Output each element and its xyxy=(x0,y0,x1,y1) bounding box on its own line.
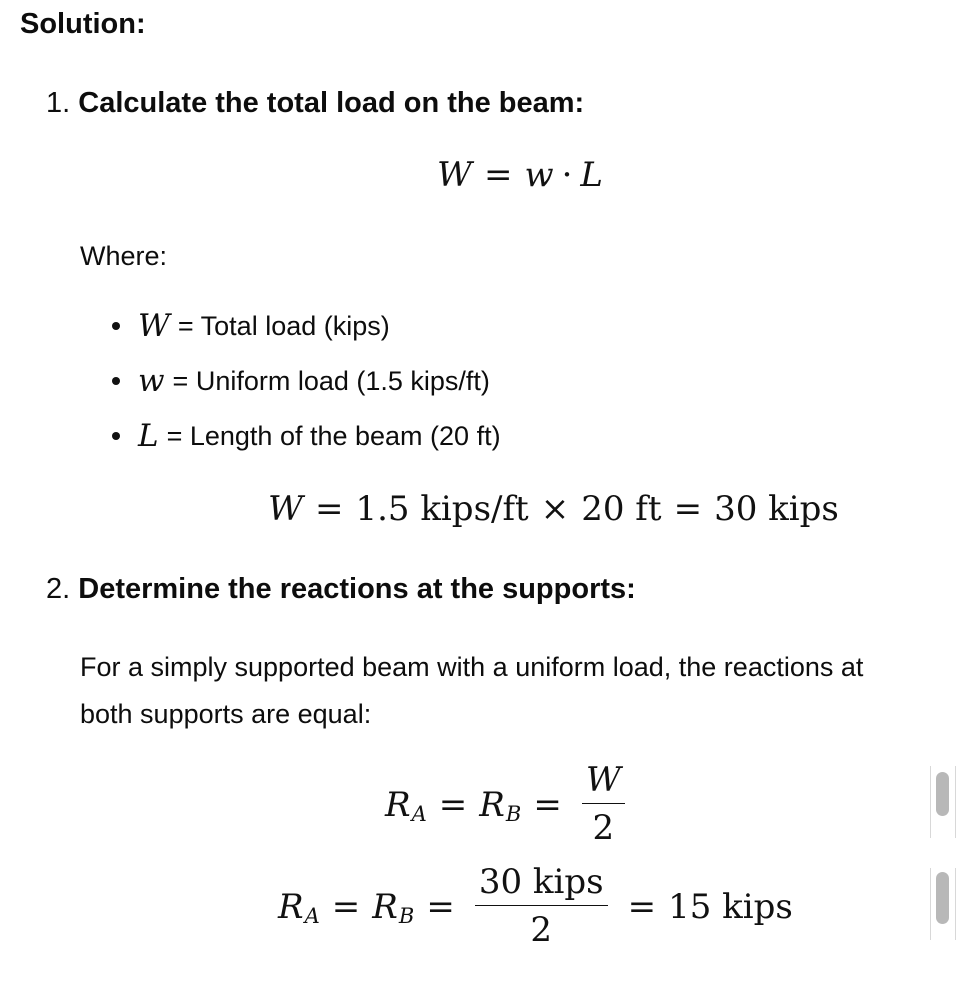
where-label: Where: xyxy=(80,241,168,271)
fraction-numerator: 30 kips xyxy=(478,862,604,902)
formula-eq: = xyxy=(533,784,562,825)
fraction-denominator: 2 xyxy=(530,910,553,951)
definitions-list xyxy=(112,306,501,456)
reactions-formula xyxy=(385,760,633,849)
result-length: 20 ft xyxy=(581,489,662,529)
formula-eq: = xyxy=(426,886,455,927)
scrollbar-thumb[interactable] xyxy=(936,772,949,816)
fraction-bar xyxy=(582,803,625,805)
formula-var-L: L xyxy=(580,155,603,195)
definition-text: = Uniform load (1.5 kips/ft) xyxy=(172,365,490,396)
result-var-W: W xyxy=(268,489,303,529)
formula-eq: = xyxy=(627,886,657,927)
step-2-heading xyxy=(46,575,636,604)
paragraph-line: both supports are equal: xyxy=(80,699,372,729)
formula-var-R: R xyxy=(372,886,398,927)
formula-var-R: R xyxy=(278,886,304,927)
bullet-icon xyxy=(112,322,120,330)
definition-var: W xyxy=(138,308,170,344)
step-1-heading xyxy=(46,89,584,118)
step-2-title: Determine the reactions at the supports: xyxy=(78,573,636,605)
solution-label: Solution: xyxy=(20,8,146,40)
reactions-result xyxy=(278,862,793,951)
bullet-icon xyxy=(112,432,120,440)
fraction-numerator: W xyxy=(585,760,621,800)
result-load-value: 1.5 kips/ft xyxy=(355,489,529,529)
formula-sub-B: B xyxy=(505,802,522,827)
list-item xyxy=(112,306,501,346)
total-load-result xyxy=(268,489,839,529)
result-answer: 15 kips xyxy=(668,886,793,927)
formula-eq: = xyxy=(438,784,468,825)
fraction xyxy=(582,760,625,849)
formula-sub-B: B xyxy=(398,904,415,929)
total-load-formula xyxy=(437,155,603,195)
bullet-icon xyxy=(112,377,120,385)
step-2-number: 2. xyxy=(46,573,71,605)
list-item xyxy=(112,416,501,456)
fraction-denominator: 2 xyxy=(592,808,615,849)
scrollbar-thumb[interactable] xyxy=(936,872,949,924)
formula-dot: · xyxy=(561,155,573,195)
fraction xyxy=(475,862,608,951)
formula-sub-A: A xyxy=(411,802,427,827)
math-scrollbar[interactable] xyxy=(930,868,956,940)
formula-eq: = xyxy=(331,886,361,927)
definition-var: w xyxy=(138,363,165,399)
formula-var-R: R xyxy=(385,784,411,825)
step-1-number: 1. xyxy=(46,87,71,119)
formula-var-w: w xyxy=(524,155,554,195)
paragraph-line: For a simply supported beam with a uniform load, the reactions at xyxy=(80,652,864,682)
result-eq2: = xyxy=(673,489,703,529)
math-scrollbar[interactable] xyxy=(930,766,956,838)
step-1-title: Calculate the total load on the beam: xyxy=(78,87,585,119)
list-item xyxy=(112,361,501,401)
fraction-bar xyxy=(475,905,608,907)
definition-text: = Length of the beam (20 ft) xyxy=(166,420,501,451)
formula-eq: = xyxy=(483,155,513,195)
step-2-paragraph xyxy=(80,644,863,738)
definition-var: L xyxy=(138,418,159,454)
result-answer: 30 kips xyxy=(714,489,839,529)
formula-var-W: W xyxy=(437,155,472,195)
formula-var-R: R xyxy=(479,784,505,825)
result-eq: = xyxy=(314,489,344,529)
formula-sub-A: A xyxy=(304,904,320,929)
definition-text: = Total load (kips) xyxy=(177,310,390,341)
result-times: × xyxy=(540,489,570,529)
